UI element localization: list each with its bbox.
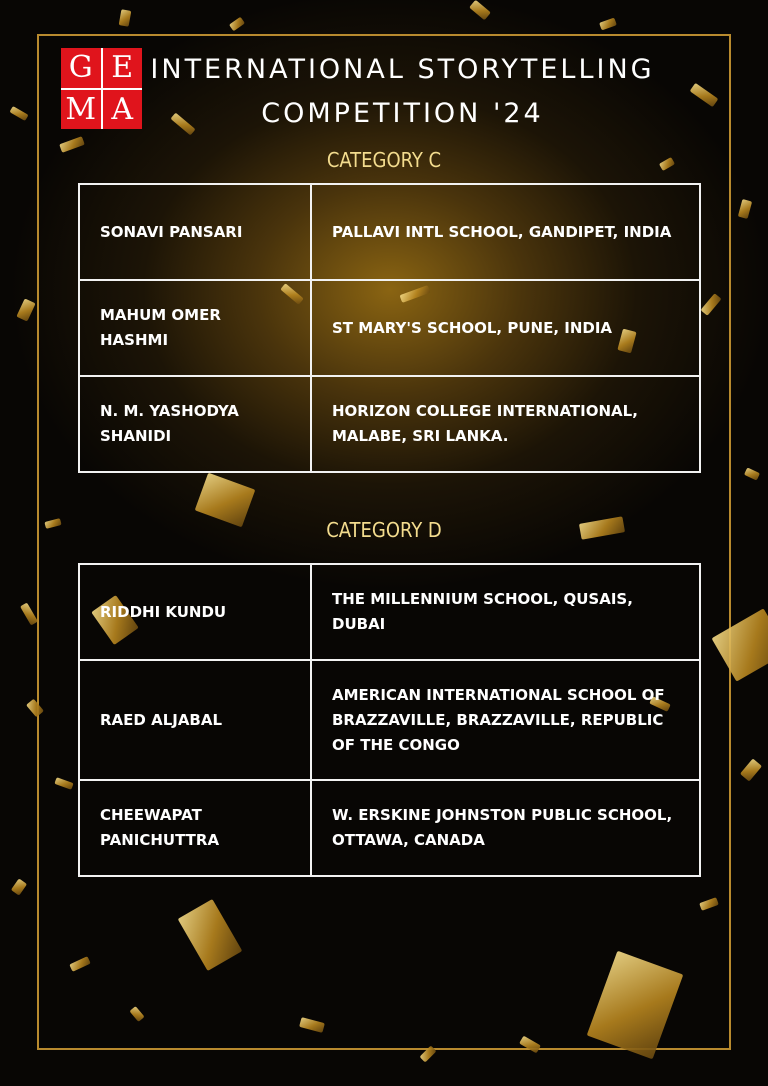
confetti-piece [744, 467, 760, 480]
logo-letter: E [103, 48, 143, 88]
participant-school: W. ERSKINE JOHNSTON PUBLIC SCHOOL, OTTAWA, CANADA [311, 780, 700, 876]
participant-name: RAED ALJABAL [79, 660, 311, 780]
participant-school: THE MILLENNIUM SCHOOL, QUSAIS, DUBAI [311, 564, 700, 660]
confetti-piece [740, 758, 762, 781]
category-c-table [78, 183, 701, 473]
confetti-piece [738, 199, 752, 219]
participant-name: N. M. YASHODYA SHANIDI [79, 376, 311, 472]
participant-school: ST MARY'S SCHOOL, PUNE, INDIA [311, 280, 700, 376]
table-row [79, 280, 700, 376]
gema-logo [61, 48, 142, 129]
participant-school: AMERICAN INTERNATIONAL SCHOOL OF BRAZZAVILLE, BRAZZAVILLE, REPUBLIC OF THE CONGO [311, 660, 700, 780]
confetti-piece [9, 106, 28, 121]
table-row [79, 184, 700, 280]
participant-name: SONAVI PANSARI [79, 184, 311, 280]
participant-name: RIDDHI KUNDU [79, 564, 311, 660]
participant-school: HORIZON COLLEGE INTERNATIONAL, MALABE, SRI LANKA. [311, 376, 700, 472]
confetti-piece [229, 17, 245, 32]
confetti-piece [119, 9, 132, 26]
table-row [79, 376, 700, 472]
table-row [79, 780, 700, 876]
confetti-piece [469, 0, 491, 20]
title-line-1: INTERNATIONAL STORYTELLING [150, 54, 655, 85]
participant-name: CHEEWAPAT PANICHUTTRA [79, 780, 311, 876]
page-title [150, 48, 655, 136]
category-c-heading: CATEGORY C [326, 148, 442, 172]
confetti-piece [599, 18, 617, 31]
confetti-piece [11, 878, 27, 895]
logo-letter: G [61, 48, 101, 88]
table-row [79, 660, 700, 780]
logo-letter: A [103, 90, 143, 130]
logo-letter: M [61, 90, 101, 130]
table-row [79, 564, 700, 660]
category-d-table [78, 563, 701, 877]
confetti-piece [20, 602, 38, 625]
title-line-2: COMPETITION '24 [261, 98, 544, 129]
confetti-piece [16, 298, 35, 321]
participant-name: MAHUM OMER HASHMI [79, 280, 311, 376]
category-d-heading: CATEGORY D [326, 518, 442, 542]
participant-school: PALLAVI INTL SCHOOL, GANDIPET, INDIA [311, 184, 700, 280]
